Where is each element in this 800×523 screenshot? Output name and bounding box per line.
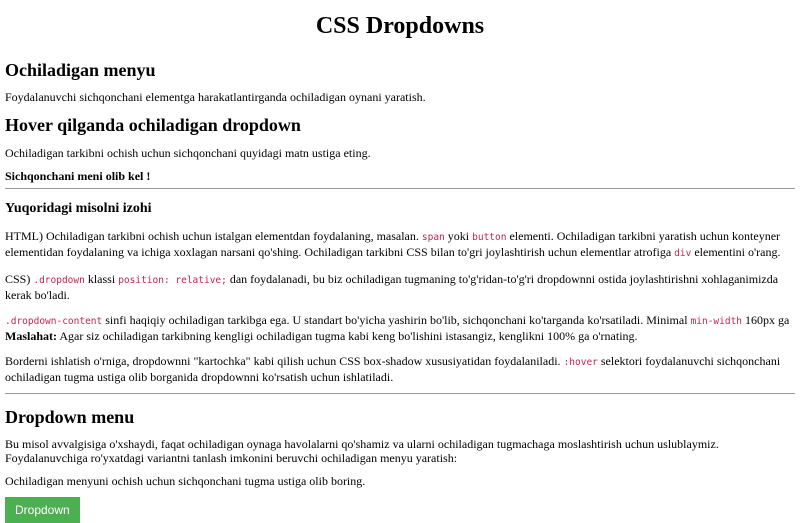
- hover-instructions: Ochiladigan tarkibni ochish uchun sichqonchani quyidagi matn ustiga eting.: [5, 146, 371, 160]
- explanation-html: [5, 229, 795, 261]
- text: 160px ga: [742, 313, 790, 327]
- text: elementini o'rang.: [691, 245, 781, 259]
- code-min-width: min-width: [690, 316, 743, 327]
- code-div: div: [674, 248, 692, 259]
- dropdown-button[interactable]: Dropdown: [5, 497, 80, 523]
- text: CSS): [5, 272, 34, 286]
- code-button: button: [472, 232, 507, 243]
- divider: [5, 393, 795, 394]
- explanation-box-shadow: [5, 354, 795, 384]
- text: elementi. Ochiladigan tarkibni yaratish uchun konteyner elementidan foydalaning va ichiga xoxlagan narsani qo'shing. Ochiladigan tarkibni CSS bilan to'gri joylashtirish uchun elementlar atrofiga: [5, 229, 781, 259]
- text: dan foydalanadi, bu biz ochiladigan tugmaning to'g'ridan-to'g'ri dropdownni ostida joylashtirishni xohlaganimizda kerak bo'ladi.: [5, 272, 779, 302]
- explanation-css: [5, 272, 795, 302]
- text: sinfi haqiqiy ochiladigan tarkibga ega. U standart bo'yicha yashirin bo'lib, sichqonchani ko'targanda ko'rsatiladi. Minimal: [102, 313, 691, 327]
- page-title: CSS Dropdowns: [315, 13, 485, 39]
- code-hover: :hover: [563, 357, 598, 368]
- section-heading-hover-dropdown: Hover qilganda ochiladigan dropdown: [5, 115, 301, 135]
- code-dropdown-class: .dropdown: [33, 275, 85, 286]
- section-intro: Foydalanuvchi sichqonchani elementga harakatlantirganda ochiladigan oynani yaratish.: [5, 90, 426, 104]
- tip-label: Maslahat:: [5, 329, 57, 343]
- dropdown-menu-description: Bu misol avvalgisiga o'xshaydi, faqat ochiladigan oynaga havolalarni qo'shamiz va ularni ochiladigan tugmachaga moslashtirish uchun uslublaymiz. Foydalanuvchiga ro'yxatdagi variantni tanlash imkonini beruvchi ochiladigan menyu yaratish:: [5, 437, 719, 465]
- explanation-dropdown-content: [5, 313, 795, 343]
- text: Borderni ishlatish o'rniga, dropdownni "kartochka" kabi qilish uchun CSS box-shadow xususiyatidan foydalaniladi.: [5, 354, 564, 368]
- section-heading-dropdown-menu-example: Dropdown menu: [5, 407, 135, 427]
- section-heading-dropdown-menu: Ochiladigan menyu: [5, 60, 156, 80]
- code-position-relative: position: relative;: [118, 275, 227, 286]
- explanation-heading: Yuqoridagi misolni izohi: [5, 201, 152, 216]
- text: HTML) Ochiladigan tarkibni ochish uchun istalgan elementdan foydalaning, masalan.: [5, 229, 422, 243]
- divider: [5, 188, 795, 189]
- text: selektori foydalanuvchi sichqonchani ochiladigan tugma ustiga olib borganida dropdownni ko'rsatish uchun ishlatiladi.: [5, 354, 781, 384]
- hover-dropdown-trigger[interactable]: Sichqonchani meni olib kel !: [5, 169, 151, 183]
- code-dropdown-content: .dropdown-content: [5, 316, 103, 327]
- dropdown-menu-instructions: Ochiladigan menyuni ochish uchun sichqonchani tugma ustiga olib boring.: [5, 474, 366, 488]
- text: Agar siz ochiladigan tarkibning kengligi ochiladigan tugma kabi keng bo'lishini istasangiz, kenglikni 100% ga o'rnating.: [57, 329, 638, 343]
- text: klassi: [84, 272, 119, 286]
- code-span: span: [421, 232, 445, 243]
- text: yoki: [444, 229, 473, 243]
